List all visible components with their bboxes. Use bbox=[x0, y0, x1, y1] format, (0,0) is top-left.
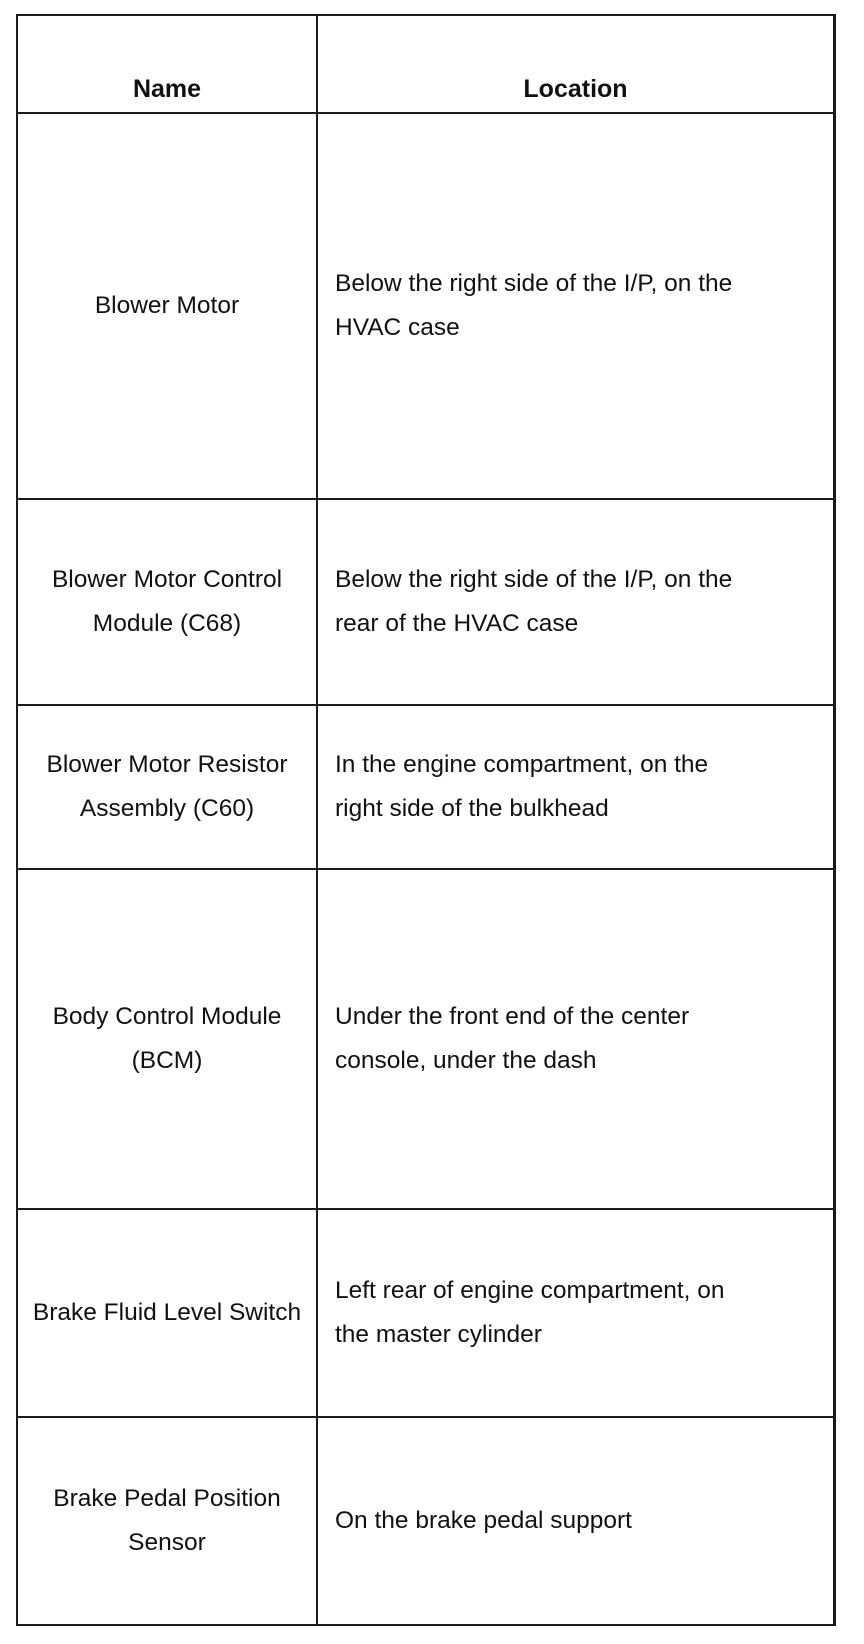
table-row bbox=[17, 705, 835, 869]
table-body bbox=[17, 113, 835, 1625]
component-name-cell: Blower Motor Resistor Assembly (C60) bbox=[17, 705, 317, 869]
component-location-cell: Below the right side of the I/P, on the rear of the HVAC case bbox=[317, 499, 835, 705]
component-name-cell: Brake Fluid Level Switch bbox=[17, 1209, 317, 1417]
column-header-location-label: Location bbox=[523, 75, 628, 103]
table-row bbox=[17, 1417, 835, 1625]
column-header-name bbox=[17, 15, 317, 113]
component-name-cell: Blower Motor Control Module (C68) bbox=[17, 499, 317, 705]
component-location-cell: Under the front end of the center console, under the dash bbox=[317, 869, 835, 1209]
column-header-name-label: Name bbox=[132, 75, 202, 103]
component-location-cell: On the brake pedal support bbox=[317, 1417, 835, 1625]
header-row bbox=[17, 15, 835, 113]
table-row bbox=[17, 869, 835, 1209]
column-header-location bbox=[317, 15, 835, 113]
table-row bbox=[17, 113, 835, 499]
table-row bbox=[17, 499, 835, 705]
component-name-cell: Body Control Module (BCM) bbox=[17, 869, 317, 1209]
component-name-cell: Brake Pedal Position Sensor bbox=[17, 1417, 317, 1625]
component-location-cell: In the engine compartment, on the right side of the bulkhead bbox=[317, 705, 835, 869]
table-row bbox=[17, 1209, 835, 1417]
table-header bbox=[17, 15, 835, 113]
component-location-cell: Left rear of engine compartment, on the master cylinder bbox=[317, 1209, 835, 1417]
component-location-cell: Below the right side of the I/P, on the HVAC case bbox=[317, 113, 835, 499]
component-name-cell: Blower Motor bbox=[17, 113, 317, 499]
component-locator-table bbox=[16, 14, 836, 1626]
